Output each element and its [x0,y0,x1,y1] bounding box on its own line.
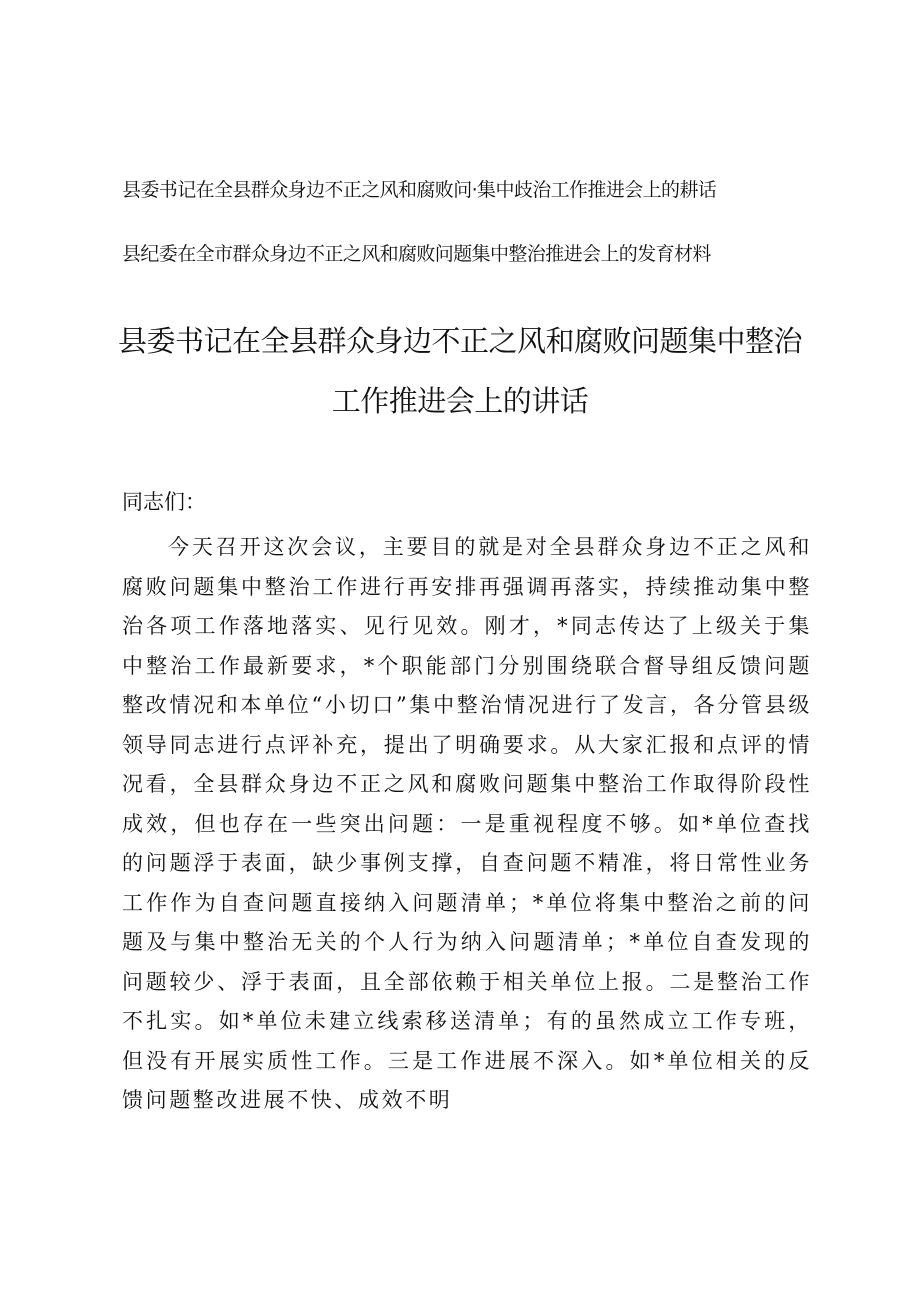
toc-line-2: 县纪委在全市群众身边不正之风和腐败问题集中整治推进会上的发育材料 [122,243,711,265]
toc-line-1: 县委书记在全县群众身边不正之风和腐败问·集中歧治工作推进会上的耕话 [122,179,717,201]
body-paragraph: 今天召开这次会议，主要目的就是对全县群众身边不正之风和腐败问题集中整治工作进行再安排再强调再落实，持续推动集中整治各项工作落地落实、见行见效。刚才，*同志传达了上级关于集中整治工作最新要求，*个职能部门分别围绕联合督导组反馈问题整改情况和本单位“小切口”集中整治情况进行了发言，各分管县级领导同志进行点评补充，提出了明确要求。从大家汇报和点评的情况看，全县群众身边不正之风和腐败问题集中整治工作取得阶段性成效，但也存在一些突出问题：一是重视程度不够。如*单位查找的问题浮于表面，缺少事例支撑，自查问题不精准，将日常性业务工作作为自查问题直接纳入问题清单；*单位将集中整治之前的问题及与集中整治无关的个人行为纳入问题清单；*单位自查发现的问题较少、浮于表面，且全部依赖于相关单位上报。二是整治工作不扎实。如*单位未建立线索移送清单；有的虽然成立工作专班，但没有开展实质性工作。三是工作进展不深入。如*单位相关的反馈问题整改进展不快、成效不明 [122,535,812,1112]
document-title-line-2: 工作推进会上的讲话 [331,384,589,418]
document-title-line-1: 县委书记在全县群众身边不正之风和腐败问题集中整治 [117,324,802,358]
salutation: 同志们： [122,490,206,514]
